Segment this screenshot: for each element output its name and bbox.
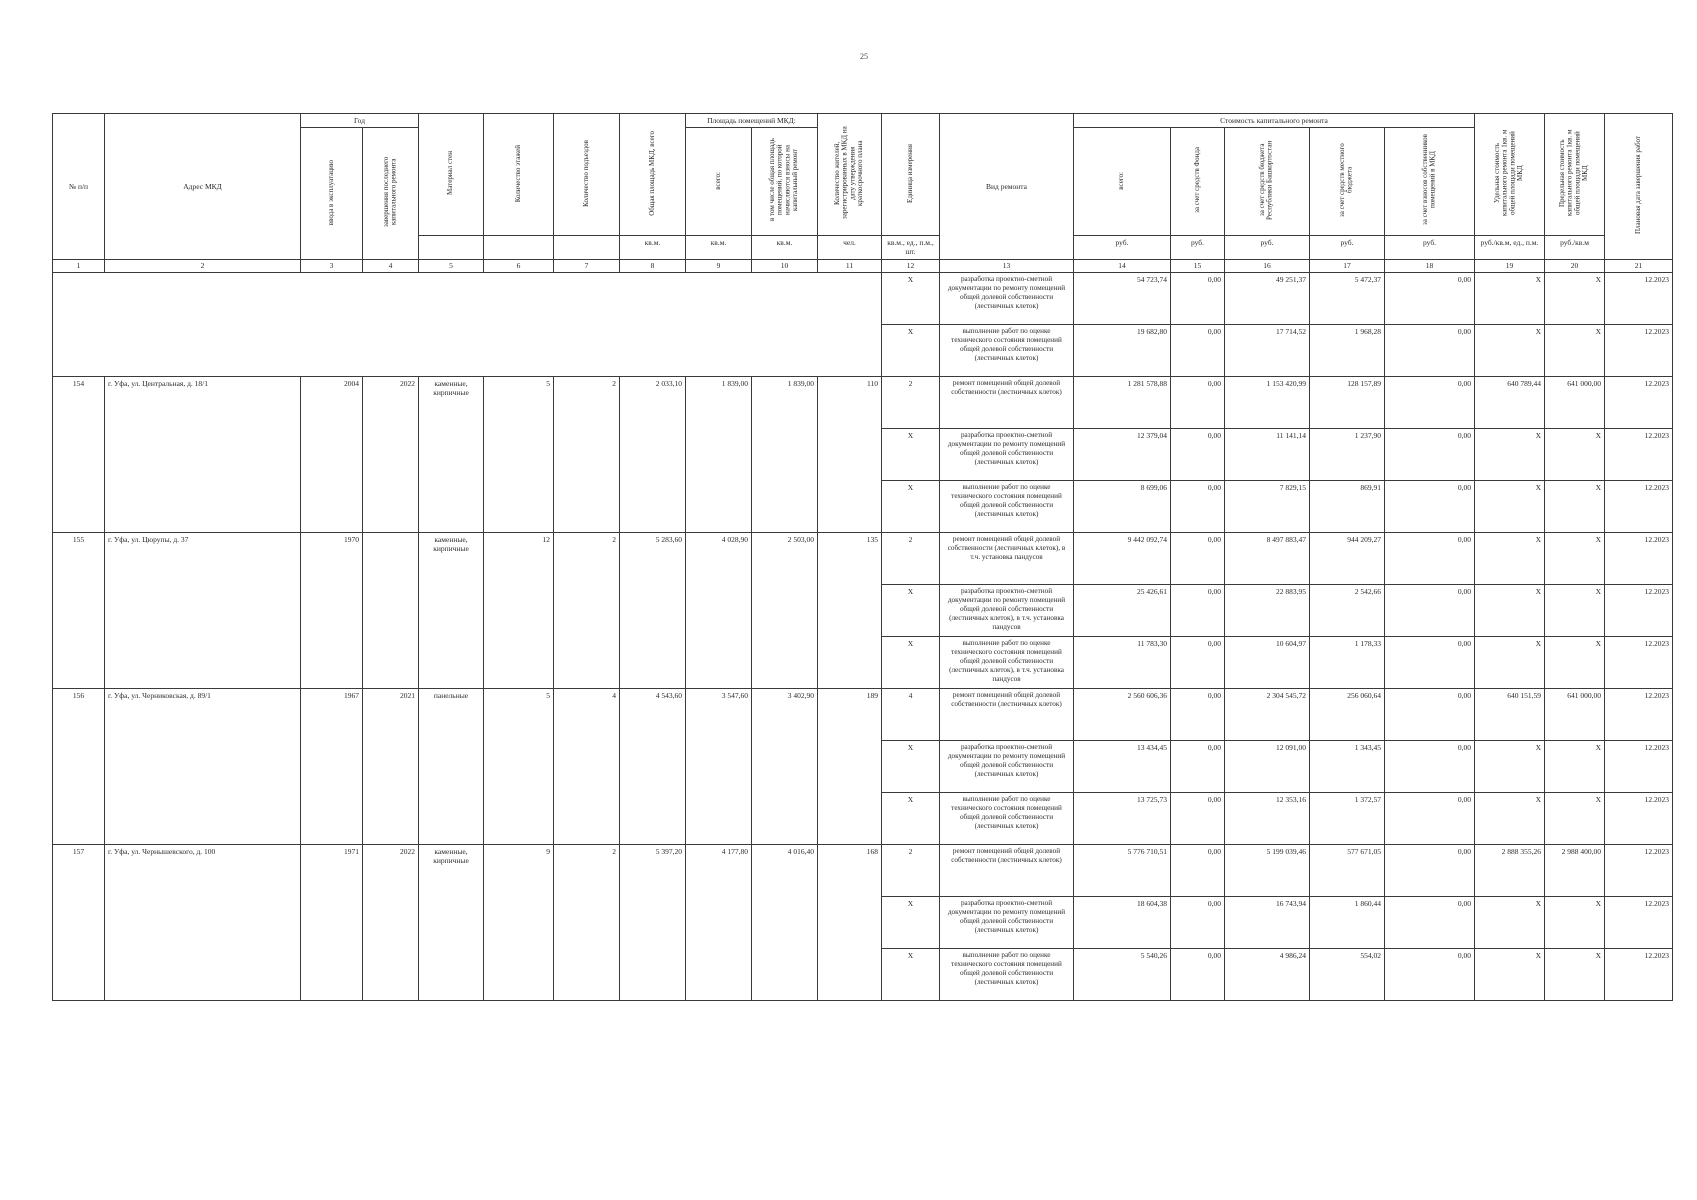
column-number: 1: [53, 259, 105, 272]
cost-fund: 0,00: [1171, 740, 1225, 792]
cost-total: 19 682,80: [1074, 324, 1171, 376]
work-type: разработка проектно-сметной документации по ремонту помещений общей долевой собственности (лестничных клеток): [940, 740, 1074, 792]
cost-local: 1 372,57: [1310, 792, 1385, 844]
header-unit-rub: руб.: [1385, 235, 1475, 259]
cost-republic: 2 304 545,72: [1225, 688, 1310, 740]
work-type: ремонт помещений общей долевой собственности (лестничных клеток), в т.ч. установка пандусов: [940, 532, 1074, 584]
cost-fund: 0,00: [1171, 584, 1225, 636]
cost-republic: 1 153 420,99: [1225, 376, 1310, 428]
cost-total: 9 442 092,74: [1074, 532, 1171, 584]
header-entrances: Количество подъездов: [554, 114, 620, 236]
cost-total: 5 776 710,51: [1074, 844, 1171, 896]
house-address: г. Уфа, ул. Черниковская, д. 89/1: [105, 688, 301, 844]
house-no: 155: [53, 532, 105, 688]
work-type: разработка проектно-сметной документации по ремонту помещений общей долевой собственности (лестничных клеток): [940, 896, 1074, 948]
house-area-total: 3 547,60: [686, 688, 752, 844]
column-number: 4: [363, 259, 419, 272]
header-unit-rub: руб.: [1171, 235, 1225, 259]
cost-republic: 11 141,14: [1225, 428, 1310, 480]
column-number: 20: [1545, 259, 1605, 272]
cost-owners: 0,00: [1385, 480, 1475, 532]
cost-local: 1 237,90: [1310, 428, 1385, 480]
house-material: панельные: [419, 688, 484, 844]
cost-local: 5 472,37: [1310, 272, 1385, 324]
cost-total: 25 426,61: [1074, 584, 1171, 636]
planned-date: 12.2023: [1605, 532, 1673, 584]
house-year-built: 2004: [301, 376, 363, 532]
column-number: 9: [686, 259, 752, 272]
max-cost: X: [1545, 532, 1605, 584]
column-number: 6: [484, 259, 554, 272]
house-address: г. Уфа, ул. Цюрупы, д. 37: [105, 532, 301, 688]
cost-local: 554,02: [1310, 948, 1385, 1000]
house-floors: 9: [484, 844, 554, 1000]
cost-fund: 0,00: [1171, 324, 1225, 376]
cost-local: 1 178,33: [1310, 636, 1385, 688]
cost-fund: 0,00: [1171, 792, 1225, 844]
continuation-empty-cell: [53, 272, 882, 376]
planned-date: 12.2023: [1605, 792, 1673, 844]
header-unit-entrances: [554, 235, 620, 259]
work-unit: X: [882, 792, 940, 844]
house-floors: 5: [484, 688, 554, 844]
house-no: 157: [53, 844, 105, 1000]
house-total-area: 2 033,10: [620, 376, 686, 532]
specific-cost: 640 151,59: [1475, 688, 1545, 740]
house-area-paying: 2 503,00: [752, 532, 818, 688]
house-entrances: 2: [554, 844, 620, 1000]
max-cost: X: [1545, 324, 1605, 376]
cost-owners: 0,00: [1385, 688, 1475, 740]
house-residents: 189: [818, 688, 882, 844]
house-residents: 135: [818, 532, 882, 688]
planned-date: 12.2023: [1605, 844, 1673, 896]
house-total-area: 5 283,60: [620, 532, 686, 688]
cost-owners: 0,00: [1385, 376, 1475, 428]
column-number: 16: [1225, 259, 1310, 272]
work-type: ремонт помещений общей долевой собственности (лестничных клеток): [940, 844, 1074, 896]
cost-fund: 0,00: [1171, 428, 1225, 480]
cost-total: 18 604,38: [1074, 896, 1171, 948]
max-cost: X: [1545, 740, 1605, 792]
work-unit: 4: [882, 688, 940, 740]
planned-date: 12.2023: [1605, 428, 1673, 480]
header-premises-area-group: Площадь помещений МКД:: [686, 114, 818, 128]
work-type: выполнение работ по оценке технического состояния помещений общей долевой собственности (лестничных клеток): [940, 480, 1074, 532]
house-total-area: 4 543,60: [620, 688, 686, 844]
column-number: 18: [1385, 259, 1475, 272]
max-cost: X: [1545, 636, 1605, 688]
column-number-row: [53, 259, 1673, 272]
planned-date: 12.2023: [1605, 740, 1673, 792]
header-year-commission: ввода в эксплуатацию: [301, 128, 363, 259]
header-unit-area: кв.м.: [686, 235, 752, 259]
cost-fund: 0,00: [1171, 896, 1225, 948]
cost-republic: 49 251,37: [1225, 272, 1310, 324]
cost-republic: 8 497 883,47: [1225, 532, 1310, 584]
specific-cost: X: [1475, 532, 1545, 584]
work-type: выполнение работ по оценке технического состояния помещений общей долевой собственности (лестничных клеток): [940, 792, 1074, 844]
house-entrances: 2: [554, 376, 620, 532]
planned-date: 12.2023: [1605, 584, 1673, 636]
house-total-area: 5 397,20: [620, 844, 686, 1000]
cost-owners: 0,00: [1385, 272, 1475, 324]
header-unit-area: кв.м.: [752, 235, 818, 259]
header-wall-material: Материал стен: [419, 114, 484, 236]
cost-owners: 0,00: [1385, 948, 1475, 1000]
cost-local: 128 157,89: [1310, 376, 1385, 428]
cost-republic: 4 986,24: [1225, 948, 1310, 1000]
specific-cost: X: [1475, 636, 1545, 688]
max-cost: 641 000,00: [1545, 376, 1605, 428]
planned-date: 12.2023: [1605, 948, 1673, 1000]
work-unit: X: [882, 584, 940, 636]
column-number: 3: [301, 259, 363, 272]
work-unit: X: [882, 428, 940, 480]
work-unit: 2: [882, 532, 940, 584]
header-area-paying: в том числе общая площадь помещений, по которой начисляются взносы на капитальный ремонт: [752, 128, 818, 235]
header-area-total: всего:: [686, 128, 752, 235]
header-unit-floors: [484, 235, 554, 259]
house-year-repair: [363, 532, 419, 688]
cost-owners: 0,00: [1385, 532, 1475, 584]
work-unit: X: [882, 740, 940, 792]
header-unit-specific: руб./кв.м, ед., п.м.: [1475, 235, 1545, 259]
work-type: выполнение работ по оценке технического состояния помещений общей долевой собственности (лестничных клеток), в т.ч. установка пандусов: [940, 636, 1074, 688]
max-cost: X: [1545, 272, 1605, 324]
column-number: 13: [940, 259, 1074, 272]
cost-fund: 0,00: [1171, 376, 1225, 428]
cost-local: 2 542,66: [1310, 584, 1385, 636]
cost-republic: 17 714,52: [1225, 324, 1310, 376]
cost-total: 13 725,73: [1074, 792, 1171, 844]
header-unit-rub: руб.: [1310, 235, 1385, 259]
specific-cost: X: [1475, 792, 1545, 844]
cost-republic: 16 743,94: [1225, 896, 1310, 948]
house-address: г. Уфа, ул. Чернышевского, д. 100: [105, 844, 301, 1000]
work-type: разработка проектно-сметной документации по ремонту помещений общей долевой собственности (лестничных клеток), в т.ч. установка пандусов: [940, 584, 1074, 636]
max-cost: 2 988 400,00: [1545, 844, 1605, 896]
max-cost: X: [1545, 428, 1605, 480]
work-unit: X: [882, 272, 940, 324]
header-republic: за счет средств бюджета Республики Башкортостан: [1225, 128, 1310, 235]
max-cost: 641 000,00: [1545, 688, 1605, 740]
house-entrances: 2: [554, 532, 620, 688]
header-total-area: Общая площадь МКД, всего: [620, 114, 686, 236]
header-year-last-repair: завершения последнего капитального ремонта: [363, 128, 419, 259]
work-type: ремонт помещений общей долевой собственности (лестничных клеток): [940, 376, 1074, 428]
house-year-repair: 2022: [363, 844, 419, 1000]
header-no: № п/п: [53, 114, 105, 260]
cost-total: 8 699,06: [1074, 480, 1171, 532]
cost-total: 5 540,26: [1074, 948, 1171, 1000]
cost-fund: 0,00: [1171, 948, 1225, 1000]
cost-republic: 22 883,95: [1225, 584, 1310, 636]
specific-cost: X: [1475, 324, 1545, 376]
max-cost: X: [1545, 584, 1605, 636]
cost-local: 1 860,44: [1310, 896, 1385, 948]
header-year-group: Год: [301, 114, 419, 128]
header-unit-measure: кв.м., ед., п.м., шт.: [882, 235, 940, 259]
specific-cost: X: [1475, 948, 1545, 1000]
specific-cost: X: [1475, 428, 1545, 480]
max-cost: X: [1545, 480, 1605, 532]
header-unit-max: руб./кв.м: [1545, 235, 1605, 259]
max-cost: X: [1545, 792, 1605, 844]
house-area-total: 4 177,80: [686, 844, 752, 1000]
house-residents: 110: [818, 376, 882, 532]
column-number: 14: [1074, 259, 1171, 272]
cost-fund: 0,00: [1171, 272, 1225, 324]
cost-fund: 0,00: [1171, 688, 1225, 740]
cost-local: 869,91: [1310, 480, 1385, 532]
cost-republic: 12 091,00: [1225, 740, 1310, 792]
work-type: выполнение работ по оценке технического состояния помещений общей долевой собственности (лестничных клеток): [940, 948, 1074, 1000]
header-max-cost: Предельная стоимость капитального ремонта 1кв. м общей площади помещений МКД: [1545, 114, 1605, 236]
specific-cost: 640 789,44: [1475, 376, 1545, 428]
cost-total: 13 434,45: [1074, 740, 1171, 792]
cost-fund: 0,00: [1171, 844, 1225, 896]
house-area-paying: 3 402,90: [752, 688, 818, 844]
column-number: 15: [1171, 259, 1225, 272]
capital-repair-plan-table: [52, 113, 1673, 1001]
header-floors: Количество этажей: [484, 114, 554, 236]
house-residents: 168: [818, 844, 882, 1000]
planned-date: 12.2023: [1605, 376, 1673, 428]
house-address: г. Уфа, ул. Центральная, д. 18/1: [105, 376, 301, 532]
cost-owners: 0,00: [1385, 844, 1475, 896]
max-cost: X: [1545, 948, 1605, 1000]
planned-date: 12.2023: [1605, 272, 1673, 324]
house-area-total: 4 028,90: [686, 532, 752, 688]
house-material: каменные, кирпичные: [419, 532, 484, 688]
cost-local: 577 671,05: [1310, 844, 1385, 896]
house-no: 154: [53, 376, 105, 532]
cost-fund: 0,00: [1171, 532, 1225, 584]
column-number: 12: [882, 259, 940, 272]
house-area-paying: 4 016,40: [752, 844, 818, 1000]
page-number: 25: [860, 52, 868, 61]
header-planned-date: Плановая дата завершения работ: [1605, 114, 1673, 260]
house-entrances: 4: [554, 688, 620, 844]
table-body: [53, 272, 1673, 1000]
max-cost: X: [1545, 896, 1605, 948]
header-cost-group: Стоимость капитального ремонта: [1074, 114, 1475, 128]
planned-date: 12.2023: [1605, 324, 1673, 376]
column-number: 5: [419, 259, 484, 272]
table-row: [53, 532, 1673, 584]
header-residents: Количество жителей, зарегистрированных в МКД на дату утверждения краткосрочного плана: [818, 114, 882, 236]
table-row: [53, 844, 1673, 896]
table-header: [53, 114, 1673, 273]
header-unit-rub: руб.: [1225, 235, 1310, 259]
house-year-repair: 2022: [363, 376, 419, 532]
header-address: Адрес МКД: [105, 114, 301, 260]
house-area-total: 1 839,00: [686, 376, 752, 532]
cost-republic: 5 199 039,46: [1225, 844, 1310, 896]
planned-date: 12.2023: [1605, 688, 1673, 740]
house-year-repair: 2021: [363, 688, 419, 844]
work-unit: X: [882, 480, 940, 532]
planned-date: 12.2023: [1605, 896, 1673, 948]
specific-cost: X: [1475, 740, 1545, 792]
header-unit-measure: Единица измерения: [882, 114, 940, 236]
cost-local: 1 968,28: [1310, 324, 1385, 376]
work-unit: 2: [882, 844, 940, 896]
column-number: 10: [752, 259, 818, 272]
column-number: 8: [620, 259, 686, 272]
work-type: разработка проектно-сметной документации по ремонту помещений общей долевой собственности (лестничных клеток): [940, 272, 1074, 324]
work-type: выполнение работ по оценке технического состояния помещений общей долевой собственности (лестничных клеток): [940, 324, 1074, 376]
house-year-built: 1967: [301, 688, 363, 844]
table-row: [53, 376, 1673, 428]
column-number: 19: [1475, 259, 1545, 272]
cost-local: 944 209,27: [1310, 532, 1385, 584]
house-year-built: 1970: [301, 532, 363, 688]
specific-cost: X: [1475, 584, 1545, 636]
header-unit-area: кв.м.: [620, 235, 686, 259]
header-cost-total: всего:: [1074, 128, 1171, 235]
column-number: 7: [554, 259, 620, 272]
cost-owners: 0,00: [1385, 896, 1475, 948]
cost-fund: 0,00: [1171, 480, 1225, 532]
house-area-paying: 1 839,00: [752, 376, 818, 532]
specific-cost: X: [1475, 480, 1545, 532]
cost-fund: 0,00: [1171, 636, 1225, 688]
specific-cost: X: [1475, 896, 1545, 948]
work-type: ремонт помещений общей долевой собственности (лестничных клеток): [940, 688, 1074, 740]
header-specific-cost: Удельная стоимость капитального ремонта 1кв. м общей площади помещений МКД: [1475, 114, 1545, 236]
cost-republic: 7 829,15: [1225, 480, 1310, 532]
house-no: 156: [53, 688, 105, 844]
cost-local: 1 343,45: [1310, 740, 1385, 792]
cost-total: 11 783,30: [1074, 636, 1171, 688]
cost-owners: 0,00: [1385, 324, 1475, 376]
cost-owners: 0,00: [1385, 584, 1475, 636]
header-local: за счет средств местного бюджета: [1310, 128, 1385, 235]
specific-cost: X: [1475, 272, 1545, 324]
house-material: каменные, кирпичные: [419, 376, 484, 532]
column-number: 11: [818, 259, 882, 272]
cost-owners: 0,00: [1385, 792, 1475, 844]
planned-date: 12.2023: [1605, 480, 1673, 532]
work-type: разработка проектно-сметной документации по ремонту помещений общей долевой собственности (лестничных клеток): [940, 428, 1074, 480]
work-unit: X: [882, 636, 940, 688]
column-number: 17: [1310, 259, 1385, 272]
header-fund: за счет средств Фонда: [1171, 128, 1225, 235]
cost-republic: 10 604,97: [1225, 636, 1310, 688]
cost-owners: 0,00: [1385, 428, 1475, 480]
header-unit-material: [419, 235, 484, 259]
house-floors: 5: [484, 376, 554, 532]
work-unit: 2: [882, 376, 940, 428]
planned-date: 12.2023: [1605, 636, 1673, 688]
table-row: [53, 688, 1673, 740]
cost-total: 2 560 606,36: [1074, 688, 1171, 740]
column-number: 21: [1605, 259, 1673, 272]
cost-total: 54 723,74: [1074, 272, 1171, 324]
header-owners: за счет взносов собственников помещений в МКД: [1385, 128, 1475, 235]
work-unit: X: [882, 324, 940, 376]
header-unit-rub: руб.: [1074, 235, 1171, 259]
header-repair-type: Вид ремонта: [940, 114, 1074, 260]
specific-cost: 2 888 355,26: [1475, 844, 1545, 896]
column-number: 2: [105, 259, 301, 272]
cost-owners: 0,00: [1385, 636, 1475, 688]
cost-local: 256 060,64: [1310, 688, 1385, 740]
cost-total: 12 379,04: [1074, 428, 1171, 480]
cost-total: 1 281 578,88: [1074, 376, 1171, 428]
work-unit: X: [882, 948, 940, 1000]
header-unit-people: чел.: [818, 235, 882, 259]
work-unit: X: [882, 896, 940, 948]
house-floors: 12: [484, 532, 554, 688]
cost-republic: 12 353,16: [1225, 792, 1310, 844]
house-material: каменные, кирпичные: [419, 844, 484, 1000]
house-year-built: 1971: [301, 844, 363, 1000]
cost-owners: 0,00: [1385, 740, 1475, 792]
table-row: [53, 272, 1673, 324]
